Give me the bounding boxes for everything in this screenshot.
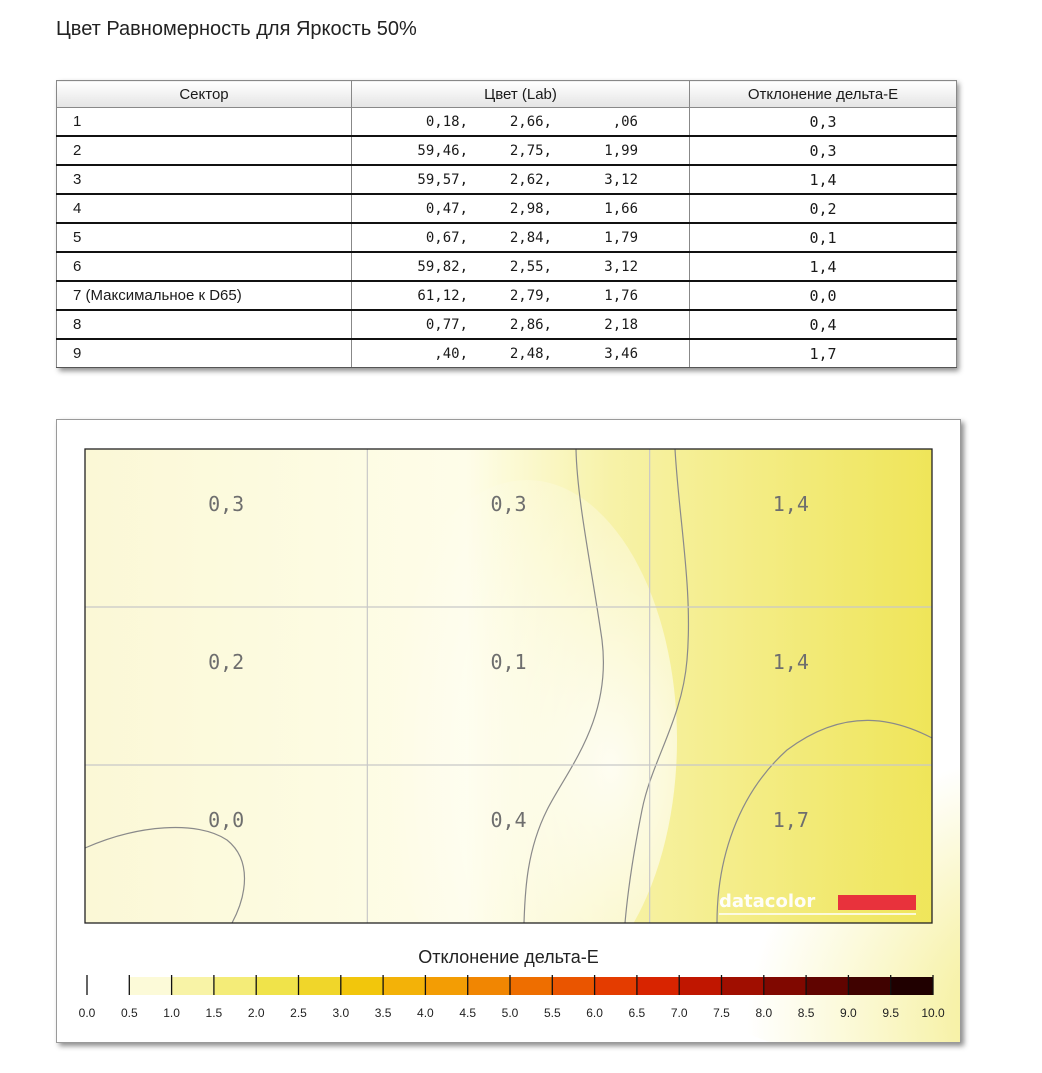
- lab-b-value: 1,76: [604, 287, 638, 304]
- heatmap-cell-label: 0,1: [490, 650, 527, 674]
- lab-a-value: 2,48,: [509, 345, 552, 362]
- legend-swatch: [848, 977, 891, 995]
- legend-tick-label: 5.0: [501, 1006, 519, 1020]
- legend-tick-label: 4.0: [417, 1006, 434, 1020]
- legend-swatch: [722, 977, 765, 995]
- sector-cell: 8: [57, 310, 352, 339]
- delta-e-cell: 0,2: [690, 194, 957, 223]
- legend-tick-label: 6.5: [628, 1006, 646, 1020]
- lab-a-value: 2,62,: [509, 171, 552, 188]
- lab-cell: [352, 223, 690, 252]
- lab-cell: [352, 136, 690, 165]
- legend-tick-label: 10.0: [921, 1006, 945, 1020]
- lab-cell: [352, 252, 690, 281]
- heatmap-cell-label: 0,2: [208, 650, 245, 674]
- lab-b-value: ,06: [612, 113, 638, 130]
- lab-l-value: 59,57,: [417, 171, 468, 188]
- table-row: [57, 165, 957, 194]
- uniformity-chart-panel: [56, 419, 961, 1043]
- table-row: [57, 223, 957, 252]
- legend-tick-label: 0.5: [120, 1006, 138, 1020]
- lab-b-value: 3,12: [604, 171, 638, 188]
- datacolor-logo-text: datacolor: [719, 891, 816, 912]
- legend-tick-label: 2.0: [247, 1006, 265, 1020]
- legend-tick-label: 2.5: [290, 1006, 307, 1020]
- lab-b-value: 1,66: [604, 200, 638, 217]
- header-delta-e: Отклонение дельта-E: [690, 81, 957, 108]
- legend-tick-label: 8.0: [755, 1006, 773, 1020]
- sector-cell: 3: [57, 165, 352, 194]
- lab-cell: [352, 194, 690, 223]
- lab-l-value: 61,12,: [417, 287, 468, 304]
- lab-cell: [352, 108, 690, 137]
- legend-tick-label: 1.5: [205, 1006, 223, 1020]
- legend-swatch: [764, 977, 807, 995]
- lab-b-value: 2,18: [604, 316, 638, 333]
- table-row: [57, 310, 957, 339]
- lab-b-value: 1,99: [604, 142, 638, 159]
- delta-e-cell: 0,4: [690, 310, 957, 339]
- header-color-lab: Цвет (Lab): [352, 81, 690, 108]
- lab-b-value: 3,12: [604, 258, 638, 275]
- legend-swatch: [172, 977, 215, 995]
- lab-l-value: 59,46,: [417, 142, 468, 159]
- lab-l-value: 59,82,: [417, 258, 468, 275]
- lab-l-value: ,40,: [434, 345, 468, 362]
- lab-b-value: 1,79: [604, 229, 638, 246]
- lab-a-value: 2,98,: [509, 200, 552, 217]
- legend-swatch: [129, 977, 172, 995]
- table-header-row: [57, 81, 957, 108]
- legend-swatch: [510, 977, 553, 995]
- delta-e-cell: 1,7: [690, 339, 957, 368]
- lab-l-value: 0,77,: [425, 316, 468, 333]
- sector-cell: 2: [57, 136, 352, 165]
- legend-ticks: [87, 975, 933, 995]
- lab-a-value: 2,66,: [509, 113, 552, 130]
- table-row: [57, 339, 957, 368]
- heatmap-cell-label: 0,4: [490, 808, 527, 832]
- legend-tick-label: 5.5: [543, 1006, 561, 1020]
- sector-cell: 1: [57, 108, 352, 137]
- legend-swatch: [425, 977, 468, 995]
- table-row: [57, 136, 957, 165]
- legend-swatch: [256, 977, 299, 995]
- sector-cell: 6: [57, 252, 352, 281]
- uniformity-table-container: [56, 80, 956, 368]
- datacolor-logo-bar: [838, 895, 916, 910]
- table-row: [57, 108, 957, 137]
- legend-tick-label: 7.0: [670, 1006, 688, 1020]
- lab-a-value: 2,75,: [509, 142, 552, 159]
- heatmap-cell-label: 0,3: [208, 492, 245, 516]
- lab-a-value: 2,79,: [509, 287, 552, 304]
- heatmap-cell-label: 0,0: [208, 808, 245, 832]
- delta-e-cell: 0,3: [690, 108, 957, 137]
- uniformity-table: [56, 80, 957, 368]
- legend-tick-label: 6.0: [586, 1006, 603, 1020]
- legend-swatch: [341, 977, 384, 995]
- table-body: [57, 108, 957, 368]
- legend-tick-label: 8.5: [797, 1006, 815, 1020]
- sector-cell: 4: [57, 194, 352, 223]
- sector-cell: 5: [57, 223, 352, 252]
- lab-cell: [352, 281, 690, 310]
- heatmap-cell-label: 1,4: [772, 492, 809, 516]
- delta-e-cell: 1,4: [690, 165, 957, 194]
- table-row: [57, 252, 957, 281]
- header-sector: Сектор: [57, 81, 352, 108]
- legend-tick-label: 3.5: [374, 1006, 392, 1020]
- legend-swatch: [806, 977, 849, 995]
- legend-swatch: [552, 977, 595, 995]
- delta-e-cell: 0,1: [690, 223, 957, 252]
- sector-cell: 9: [57, 339, 352, 368]
- legend-title: Отклонение дельта-E: [418, 947, 599, 967]
- legend-tick-label: 3.0: [332, 1006, 350, 1020]
- legend-tick-label: 4.5: [459, 1006, 477, 1020]
- lab-a-value: 2,55,: [509, 258, 552, 275]
- delta-e-cell: 0,0: [690, 281, 957, 310]
- legend-tick-label: 7.5: [713, 1006, 730, 1020]
- legend-swatch: [383, 977, 426, 995]
- lab-b-value: 3,46: [604, 345, 638, 362]
- lab-cell: [352, 339, 690, 368]
- lab-cell: [352, 165, 690, 194]
- sector-cell: 7 (Максимальное к D65): [57, 281, 352, 310]
- legend-swatch: [637, 977, 680, 995]
- legend-swatch: [87, 977, 130, 995]
- legend-swatch: [595, 977, 638, 995]
- legend-tick-label: 0.0: [78, 1006, 96, 1020]
- heatmap-cell-label: 1,7: [772, 808, 809, 832]
- table-row: [57, 281, 957, 310]
- legend-tick-label: 1.0: [163, 1006, 180, 1020]
- lab-a-value: 2,86,: [509, 316, 552, 333]
- lab-l-value: 0,18,: [425, 113, 468, 130]
- page-title: Цвет Равномерность для Яркость 50%: [56, 18, 417, 40]
- legend-tick-label: 9.5: [882, 1006, 900, 1020]
- legend-tick-label: 9.0: [840, 1006, 857, 1020]
- lab-a-value: 2,84,: [509, 229, 552, 246]
- legend-swatch: [299, 977, 342, 995]
- legend-swatch: [891, 977, 934, 995]
- delta-e-cell: 0,3: [690, 136, 957, 165]
- heatmap-cell-label: 0,3: [490, 492, 527, 516]
- lab-cell: [352, 310, 690, 339]
- lab-l-value: 0,47,: [425, 200, 468, 217]
- legend-swatch: [679, 977, 722, 995]
- lab-l-value: 0,67,: [425, 229, 468, 246]
- table-row: [57, 194, 957, 223]
- legend-swatch: [468, 977, 511, 995]
- legend-swatch: [214, 977, 257, 995]
- heatmap-cell-label: 1,4: [772, 650, 809, 674]
- delta-e-cell: 1,4: [690, 252, 957, 281]
